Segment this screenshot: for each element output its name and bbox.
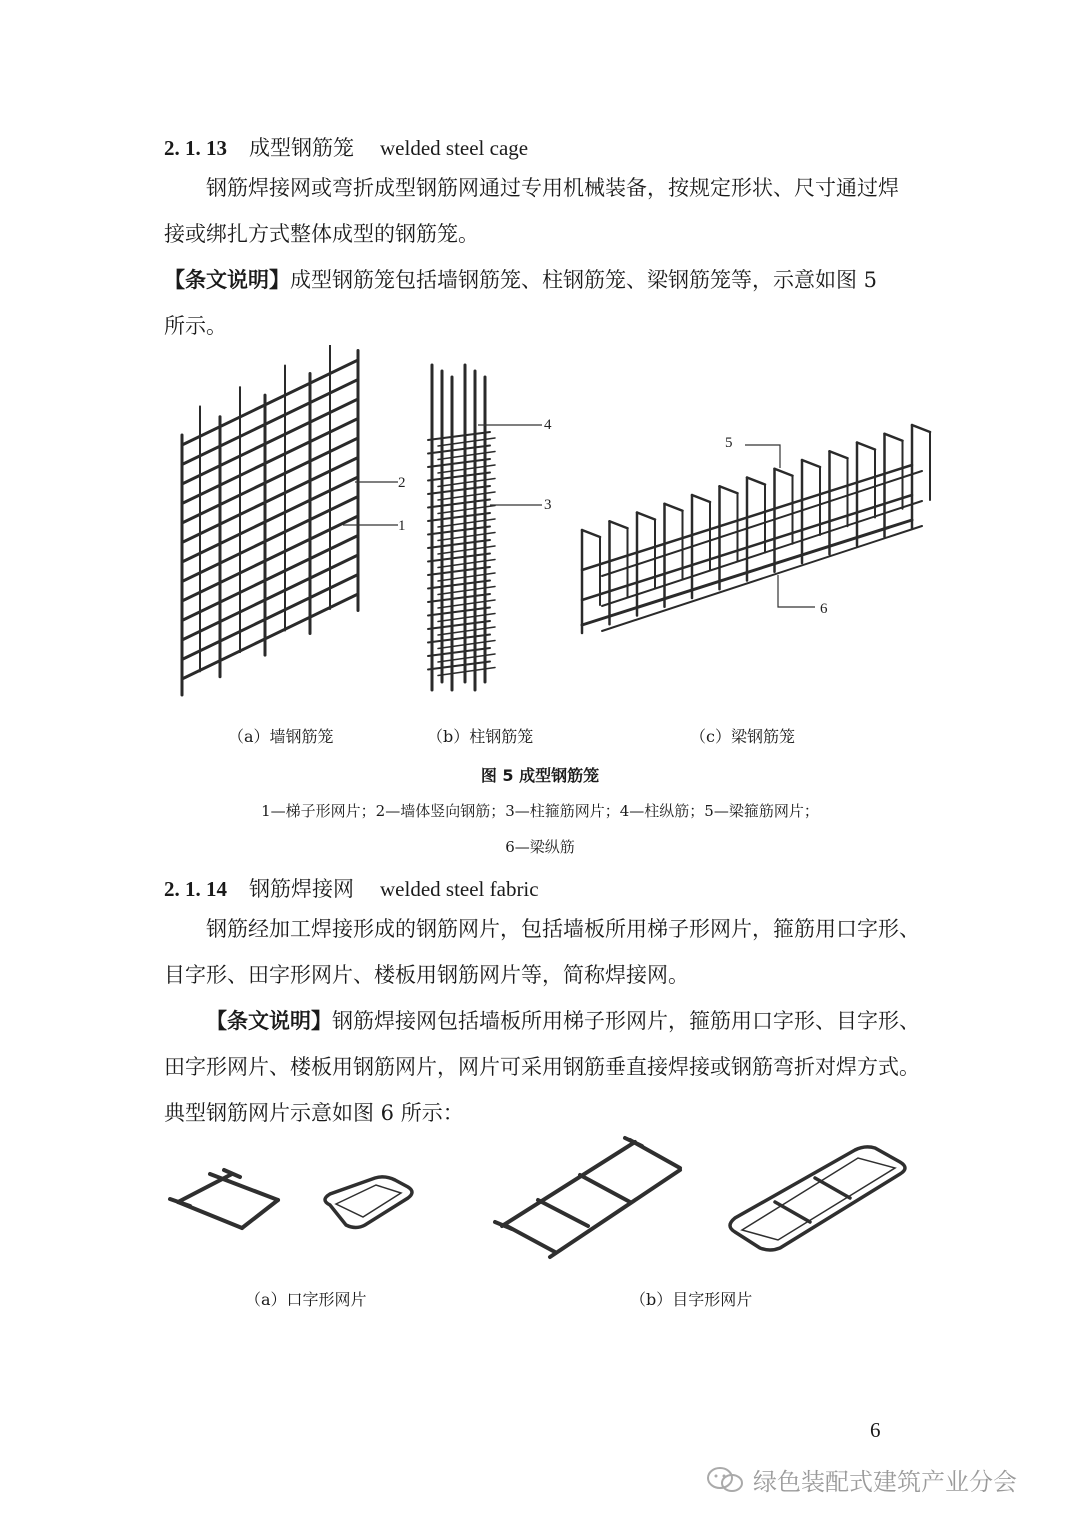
section-body-2-1-13 <box>164 165 924 349</box>
section-title-en: welded steel fabric <box>380 877 539 901</box>
section-heading-2-1-13 <box>164 132 528 162</box>
section-title-cn: 成型钢筋笼 <box>249 136 354 160</box>
callout-1: 1 <box>398 518 406 534</box>
watermark <box>705 1462 1017 1497</box>
section-heading-2-1-14 <box>164 873 539 903</box>
note-text: 钢筋焊接网包括墙板所用梯子形网片，箍筋用口字形、目字形、 <box>332 1009 920 1033</box>
callout-4: 4 <box>544 417 552 433</box>
square-fabric-welded-image <box>170 1170 278 1228</box>
note-line: 典型钢筋网片示意如图 6 所示： <box>164 1101 464 1125</box>
wechat-icon <box>705 1465 745 1495</box>
watermark-text: 绿色装配式建筑产业分会 <box>753 1468 1017 1496</box>
callout-5: 5 <box>725 435 733 451</box>
body-line: 接或绑扎方式整体成型的钢筋笼。 <box>164 222 479 246</box>
note-line: 所示。 <box>164 314 227 338</box>
caption-b-column-cage: （b）柱钢筋笼 <box>427 727 534 746</box>
figure-5-legend-line2: 6—梁纵筋 <box>505 838 575 856</box>
section-title-en: welded steel cage <box>380 136 529 160</box>
caption-a-wall-cage: （a）墙钢筋笼 <box>228 727 334 746</box>
body-line: 目字形、田字形网片、楼板用钢筋网片等，简称焊接网。 <box>164 963 689 987</box>
figure-6-caption-a: （a）口字形网片 <box>245 1290 367 1309</box>
note-label: 【条文说明】 <box>164 267 290 292</box>
callout-3: 3 <box>544 497 552 513</box>
mesh-fabric-bent-image <box>730 1147 905 1250</box>
section-body-2-1-14 <box>164 906 924 1136</box>
square-fabric-bent-image <box>325 1177 412 1228</box>
note-line <box>164 257 924 303</box>
callout-leaders <box>343 425 815 607</box>
mesh-fabric-welded-image <box>495 1138 680 1257</box>
beam-steel-cage-image <box>582 425 930 633</box>
callout-2: 2 <box>398 475 406 491</box>
figure-6-drawing <box>160 1130 940 1270</box>
section-title-cn: 钢筋焊接网 <box>249 877 354 901</box>
section-number: 2. 1. 13 <box>164 136 227 160</box>
body-line: 钢筋焊接网或弯折成型钢筋网通过专用机械装备，按规定形状、尺寸通过焊 <box>206 176 899 200</box>
note-label: 【条文说明】 <box>206 1008 332 1033</box>
figure-5-title: 图 5 成型钢筋笼 <box>480 766 600 785</box>
figure-5-legend-line1: 1—梯子形网片；2—墙体竖向钢筋；3—柱箍筋网片；4—柱纵筋；5—梁箍筋网片； <box>261 802 819 820</box>
body-line: 钢筋经加工焊接形成的钢筋网片，包括墙板所用梯子形网片，箍筋用口字形、 <box>206 917 920 941</box>
callout-6: 6 <box>820 601 828 617</box>
note-line: 田字形网片、楼板用钢筋网片，网片可采用钢筋垂直接焊接或钢筋弯折对焊方式。 <box>164 1055 920 1079</box>
figure-5-drawing <box>160 345 940 715</box>
column-steel-cage-image <box>428 365 495 690</box>
note-text: 成型钢筋笼包括墙钢筋笼、柱钢筋笼、梁钢筋笼等，示意如图 5 <box>290 268 878 292</box>
page-number: 6 <box>870 1418 881 1442</box>
note-line <box>164 998 924 1044</box>
section-number: 2. 1. 14 <box>164 877 227 901</box>
figure-6-caption-b: （b）目字形网片 <box>630 1290 753 1309</box>
wall-steel-cage-image <box>182 345 358 695</box>
caption-c-beam-cage: （c）梁钢筋笼 <box>690 727 795 746</box>
